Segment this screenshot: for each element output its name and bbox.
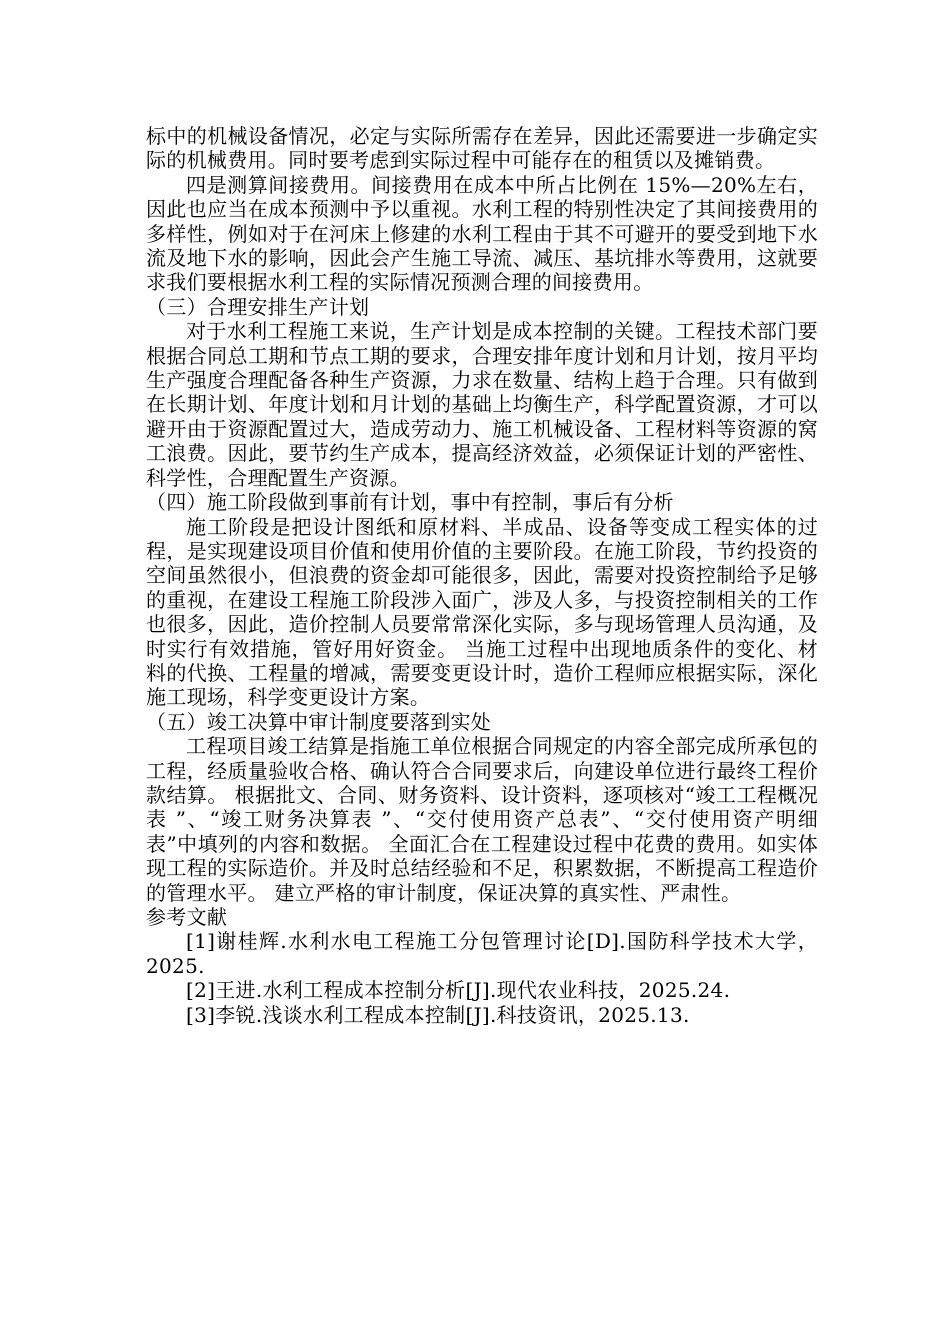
document-body bbox=[146, 124, 818, 1027]
paragraph-continuation: 标中的机械设备情况，必定与实际所需存在差异，因此还需要进一步确定实际的机械费用。同时要考虑到实际过程中可能存在的租赁以及摊销费。 bbox=[146, 124, 818, 173]
section-heading-5: （五）竣工决算中审计制度要落到实处 bbox=[146, 709, 492, 734]
paragraph-indirect-costs: 四是测算间接费用。间接费用在成本中所占比例在 15%—20%左右，因此也应当在成本预测中予以重视。水利工程的特别性决定了其间接费用的多样性，例如对于在河床上修建的水利工程由于其不可避开的要受到地下水流及地下水的影响，因此会产生施工导流、减压、基坑排水等费用，这就要求我们要根据水利工程的实际情况预测合理的间接费用。 bbox=[146, 172, 818, 295]
reference-item-1: [1]谢桂辉.水利水电工程施工分包管理讨论[D].国防科学技术大学，2025. bbox=[146, 929, 818, 978]
paragraph-production-plan: 对于水利工程施工来说，生产计划是成本控制的关键。工程技术部门要根据合同总工期和节点工期的要求，合理安排年度计划和月计划，按月平均生产强度合理配备各种生产资源，力求在数量、结构上趋于合理。只有做到在长期计划、年度计划和月计划的基础上均衡生产，科学配置资源，才可以避开由于资源配置过大，造成劳动力、施工机械设备、工程材料等资源的窝工浪费。因此，要节约生产成本，提高经济效益，必须保证计划的严密性、科学性，合理配置生产资源。 bbox=[146, 319, 818, 490]
reference-item-3: [3]李锐.浅谈水利工程成本控制[J].科技资讯，2025.13. bbox=[186, 1002, 690, 1027]
section-heading-4: （四）施工阶段做到事前有计划，事中有控制，事后有分析 bbox=[146, 490, 674, 515]
reference-item-2: [2]王进.水利工程成本控制分析[J].现代农业科技，2025.24. bbox=[186, 978, 731, 1003]
references-title: 参考文献 bbox=[146, 905, 228, 929]
paragraph-final-accounts: 工程项目竣工结算是指施工单位根据合同规定的内容全部完成所承包的工程，经质量验收合格、确认符合合同要求后，向建设单位进行最终工程价款结算。 根据批文、合同、财务资料、设计资料，逐项核对“竣工工程概况表 ”、“竣工财务决算表 ”、“交付使用资产总表”、“交付使用资产明细表”中填列的内容和数据。 全面汇合在工程建设过程中花费的费用。如实体现工程的实际造价。并及时总结经验和不足，积累数据，不断提高工程造价的管理水平。 建立严格的审计制度，保证决算的真实性、严肃性。 bbox=[146, 734, 818, 905]
section-heading-3: （三）合理安排生产计划 bbox=[146, 294, 370, 319]
paragraph-construction-stage: 施工阶段是把设计图纸和原材料、半成品、设备等变成工程实体的过程，是实现建设项目价值和使用价值的主要阶段。在施工阶段，节约投资的空间虽然很小，但浪费的资金却可能很多，因此，需要对投资控制给予足够的重视，在建设工程施工阶段涉入面广，涉及人多，与投资控制相关的工作也很多，因此，造价控制人员要常常深化实际，多与现场管理人员沟通，及时实行有效措施，管好用好资金。 当施工过程中出现地质条件的变化、材料的代换、工程量的增减，需要变更设计时，造价工程师应根据实际，深化施工现场，科学变更设计方案。 bbox=[146, 514, 818, 710]
